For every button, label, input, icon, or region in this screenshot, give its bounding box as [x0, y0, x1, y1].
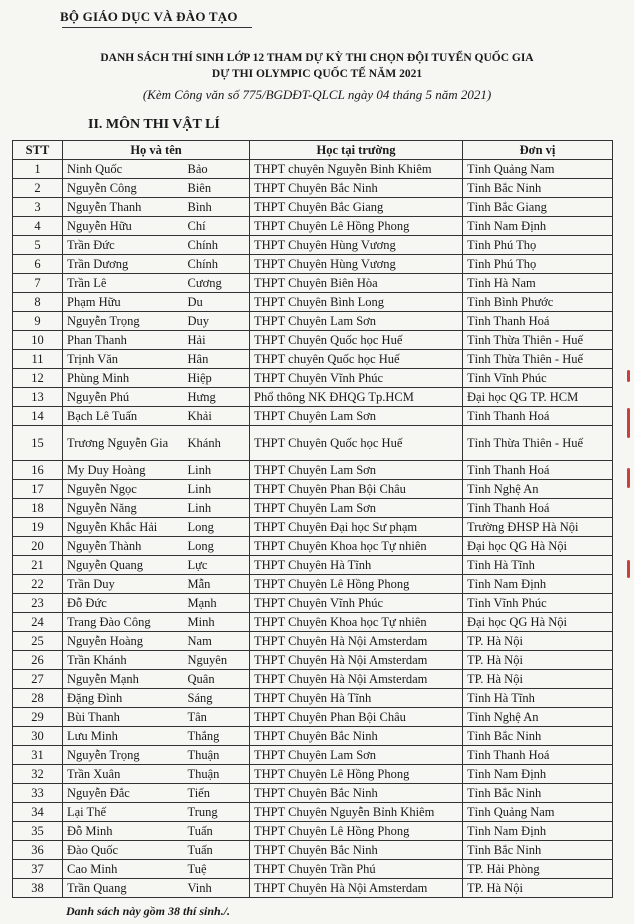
cell-unit: Tỉnh Thanh Hoá	[463, 461, 613, 480]
cell-given-name: Duy	[184, 312, 250, 331]
header-unit: Đơn vị	[463, 141, 613, 160]
cell-stt: 5	[13, 236, 63, 255]
ministry-underline	[62, 27, 252, 28]
cell-unit: Tỉnh Bắc Giang	[463, 198, 613, 217]
cell-stt: 13	[13, 388, 63, 407]
cell-stt: 16	[13, 461, 63, 480]
cell-given-name: Cương	[184, 274, 250, 293]
table-row	[13, 879, 613, 898]
cell-stt: 11	[13, 350, 63, 369]
cell-stt: 29	[13, 708, 63, 727]
table-row	[13, 784, 613, 803]
table-row	[13, 594, 613, 613]
cell-surname: Nguyễn Trọng	[63, 312, 184, 331]
table-row	[13, 537, 613, 556]
cell-surname: Đỗ Đức	[63, 594, 184, 613]
table-row	[13, 426, 613, 461]
table-row	[13, 708, 613, 727]
cell-surname: Trần Đức	[63, 236, 184, 255]
cell-unit: Đại học QG TP. HCM	[463, 388, 613, 407]
cell-unit: Đại học QG Hà Nội	[463, 537, 613, 556]
cell-surname: Trương Nguyễn Gia	[63, 426, 184, 461]
cell-stt: 28	[13, 689, 63, 708]
cell-given-name: Chính	[184, 236, 250, 255]
cell-unit: Tỉnh Thanh Hoá	[463, 312, 613, 331]
cell-school: THPT Chuyên Phan Bội Châu	[250, 708, 463, 727]
cell-surname: Trần Duy	[63, 575, 184, 594]
cell-stt: 7	[13, 274, 63, 293]
cell-surname: Nguyễn Công	[63, 179, 184, 198]
cell-given-name: Minh	[184, 613, 250, 632]
table-row	[13, 179, 613, 198]
cell-school: THPT Chuyên Quốc học Huế	[250, 426, 463, 461]
cell-surname: Trần Khánh	[63, 651, 184, 670]
header-name: Họ và tên	[63, 141, 250, 160]
cell-school: THPT Chuyên Bắc Giang	[250, 198, 463, 217]
cell-school: THPT Chuyên Trần Phú	[250, 860, 463, 879]
cell-given-name: Tuấn	[184, 822, 250, 841]
cell-school: THPT Chuyên Lam Sơn	[250, 499, 463, 518]
cell-stt: 32	[13, 765, 63, 784]
cell-given-name: Nguyên	[184, 651, 250, 670]
cell-given-name: Trung	[184, 803, 250, 822]
cell-unit: Tỉnh Nam Định	[463, 765, 613, 784]
cell-unit: Tỉnh Thừa Thiên - Huế	[463, 350, 613, 369]
cell-school: Phổ thông NK ĐHQG Tp.HCM	[250, 388, 463, 407]
cell-surname: Nguyễn Khắc Hải	[63, 518, 184, 537]
cell-school: THPT Chuyên Lê Hồng Phong	[250, 765, 463, 784]
cell-given-name: Chính	[184, 255, 250, 274]
cell-school: THPT chuyên Nguyễn Bỉnh Khiêm	[250, 160, 463, 179]
cell-given-name: Khánh	[184, 426, 250, 461]
cell-stt: 9	[13, 312, 63, 331]
cell-unit: TP. Hà Nội	[463, 879, 613, 898]
cell-stt: 2	[13, 179, 63, 198]
cell-given-name: Chí	[184, 217, 250, 236]
cell-given-name: Nam	[184, 632, 250, 651]
cell-surname: Nguyễn Thanh	[63, 198, 184, 217]
cell-surname: Đào Quốc	[63, 841, 184, 860]
cell-given-name: Tân	[184, 708, 250, 727]
table-row	[13, 575, 613, 594]
cell-school: THPT Chuyên Bắc Ninh	[250, 784, 463, 803]
table-row	[13, 860, 613, 879]
table-row	[13, 841, 613, 860]
cell-unit: Tỉnh Quảng Nam	[463, 803, 613, 822]
margin-mark	[627, 468, 630, 488]
cell-stt: 14	[13, 407, 63, 426]
table-row	[13, 727, 613, 746]
cell-given-name: Hưng	[184, 388, 250, 407]
cell-given-name: Thắng	[184, 727, 250, 746]
document-subtitle: (Kèm Công văn số 775/BGDĐT-QLCL ngày 04 tháng 5 năm 2021)	[142, 87, 492, 102]
header-school: Học tại trường	[250, 141, 463, 160]
cell-stt: 4	[13, 217, 63, 236]
cell-school: THPT Chuyên Biên Hòa	[250, 274, 463, 293]
cell-stt: 31	[13, 746, 63, 765]
cell-unit: Tỉnh Phú Thọ	[463, 236, 613, 255]
cell-school: THPT Chuyên Hà Tĩnh	[250, 689, 463, 708]
cell-given-name: Bình	[184, 198, 250, 217]
cell-school: THPT Chuyên Lam Sơn	[250, 407, 463, 426]
table-row	[13, 461, 613, 480]
cell-surname: Nguyễn Mạnh	[63, 670, 184, 689]
table-row	[13, 765, 613, 784]
cell-surname: Lưu Minh	[63, 727, 184, 746]
cell-surname: Nguyễn Năng	[63, 499, 184, 518]
cell-given-name: Linh	[184, 480, 250, 499]
cell-unit: Tỉnh Bắc Ninh	[463, 179, 613, 198]
cell-unit: Tỉnh Bình Phước	[463, 293, 613, 312]
cell-unit: Tỉnh Nam Định	[463, 217, 613, 236]
cell-school: THPT Chuyên Bình Long	[250, 293, 463, 312]
table-row	[13, 198, 613, 217]
cell-school: THPT chuyên Quốc học Huế	[250, 350, 463, 369]
cell-unit: TP. Hà Nội	[463, 670, 613, 689]
cell-stt: 6	[13, 255, 63, 274]
cell-stt: 33	[13, 784, 63, 803]
cell-given-name: Tuấn	[184, 841, 250, 860]
cell-school: THPT Chuyên Bắc Ninh	[250, 727, 463, 746]
table-row	[13, 255, 613, 274]
table-row	[13, 217, 613, 236]
cell-unit: Đại học QG Hà Nội	[463, 613, 613, 632]
cell-stt: 22	[13, 575, 63, 594]
cell-surname: Trần Dương	[63, 255, 184, 274]
cell-stt: 18	[13, 499, 63, 518]
table-row	[13, 746, 613, 765]
section-title: II. MÔN THI VẬT LÍ	[88, 117, 220, 132]
cell-surname: Đỗ Minh	[63, 822, 184, 841]
cell-stt: 30	[13, 727, 63, 746]
table-row	[13, 518, 613, 537]
cell-surname: Nguyễn Trọng	[63, 746, 184, 765]
cell-given-name: Du	[184, 293, 250, 312]
cell-unit: TP. Hải Phòng	[463, 860, 613, 879]
cell-surname: Đặng Đình	[63, 689, 184, 708]
cell-stt: 26	[13, 651, 63, 670]
cell-surname: Nguyễn Phú	[63, 388, 184, 407]
table-row	[13, 613, 613, 632]
cell-school: THPT Chuyên Hà Nội Amsterdam	[250, 670, 463, 689]
table-row	[13, 388, 613, 407]
table-row	[13, 350, 613, 369]
margin-mark	[627, 370, 630, 382]
cell-given-name: Long	[184, 537, 250, 556]
cell-school: THPT Chuyên Lê Hồng Phong	[250, 822, 463, 841]
cell-given-name: Khải	[184, 407, 250, 426]
cell-school: THPT Chuyên Vĩnh Phúc	[250, 369, 463, 388]
cell-unit: Tỉnh Thừa Thiên - Huế	[463, 426, 613, 461]
cell-stt: 8	[13, 293, 63, 312]
cell-school: THPT Chuyên Lam Sơn	[250, 461, 463, 480]
cell-stt: 38	[13, 879, 63, 898]
cell-school: THPT Chuyên Bắc Ninh	[250, 179, 463, 198]
cell-school: THPT Chuyên Bắc Ninh	[250, 841, 463, 860]
cell-school: THPT Chuyên Vĩnh Phúc	[250, 594, 463, 613]
document-title-line2: DỰ THI OLYMPIC QUỐC TẾ NĂM 2021	[211, 68, 423, 80]
cell-stt: 10	[13, 331, 63, 350]
table-row	[13, 331, 613, 350]
document-title-line1: DANH SÁCH THÍ SINH LỚP 12 THAM DỰ KỲ THI CHỌN ĐỘI TUYỂN QUỐC GIA	[100, 52, 534, 64]
cell-surname: Trần Quang	[63, 879, 184, 898]
cell-surname: Cao Minh	[63, 860, 184, 879]
table-row	[13, 312, 613, 331]
cell-given-name: Vinh	[184, 879, 250, 898]
cell-given-name: Hải	[184, 331, 250, 350]
cell-school: THPT Chuyên Hà Nội Amsterdam	[250, 651, 463, 670]
cell-given-name: Quân	[184, 670, 250, 689]
cell-surname: Nguyễn Thành	[63, 537, 184, 556]
cell-given-name: Hân	[184, 350, 250, 369]
cell-stt: 34	[13, 803, 63, 822]
cell-school: THPT Chuyên Hà Nội Amsterdam	[250, 879, 463, 898]
cell-unit: Tỉnh Bắc Ninh	[463, 727, 613, 746]
cell-stt: 1	[13, 160, 63, 179]
cell-surname: Nguyễn Quang	[63, 556, 184, 575]
header-stt: STT	[13, 141, 63, 160]
cell-unit: Tỉnh Nam Định	[463, 822, 613, 841]
cell-surname: Nguyễn Hoàng	[63, 632, 184, 651]
table-row	[13, 407, 613, 426]
cell-stt: 21	[13, 556, 63, 575]
cell-unit: Tỉnh Quảng Nam	[463, 160, 613, 179]
cell-given-name: Sáng	[184, 689, 250, 708]
cell-surname: Nguyễn Hữu	[63, 217, 184, 236]
cell-unit: TP. Hà Nội	[463, 651, 613, 670]
cell-surname: Phan Thanh	[63, 331, 184, 350]
table-row	[13, 632, 613, 651]
cell-given-name: Linh	[184, 499, 250, 518]
cell-stt: 25	[13, 632, 63, 651]
cell-stt: 24	[13, 613, 63, 632]
cell-surname: Ninh Quốc	[63, 160, 184, 179]
cell-stt: 36	[13, 841, 63, 860]
cell-unit: Tỉnh Hà Nam	[463, 274, 613, 293]
cell-school: THPT Chuyên Lam Sơn	[250, 746, 463, 765]
table-row	[13, 160, 613, 179]
cell-surname: Nguyễn Ngọc	[63, 480, 184, 499]
table-row	[13, 274, 613, 293]
ministry-name: BỘ GIÁO DỤC VÀ ĐÀO TẠO	[60, 9, 238, 24]
candidate-table	[12, 140, 613, 898]
cell-unit: TP. Hà Nội	[463, 632, 613, 651]
cell-given-name: Long	[184, 518, 250, 537]
cell-unit: Trường ĐHSP Hà Nội	[463, 518, 613, 537]
table-row	[13, 369, 613, 388]
cell-unit: Tỉnh Bắc Ninh	[463, 841, 613, 860]
cell-surname: Phạm Hữu	[63, 293, 184, 312]
cell-given-name: Mạnh	[184, 594, 250, 613]
cell-given-name: Biên	[184, 179, 250, 198]
cell-surname: My Duy Hoàng	[63, 461, 184, 480]
cell-school: THPT Chuyên Nguyễn Bỉnh Khiêm	[250, 803, 463, 822]
cell-unit: Tỉnh Nghệ An	[463, 480, 613, 499]
margin-mark	[627, 408, 630, 438]
cell-school: THPT Chuyên Lê Hồng Phong	[250, 575, 463, 594]
cell-given-name: Thuận	[184, 746, 250, 765]
cell-school: THPT Chuyên Lam Sơn	[250, 312, 463, 331]
cell-stt: 35	[13, 822, 63, 841]
cell-stt: 23	[13, 594, 63, 613]
cell-school: THPT Chuyên Khoa học Tự nhiên	[250, 537, 463, 556]
cell-surname: Trang Đào Công	[63, 613, 184, 632]
table-row	[13, 670, 613, 689]
table-row	[13, 689, 613, 708]
cell-stt: 27	[13, 670, 63, 689]
cell-given-name: Bảo	[184, 160, 250, 179]
table-row	[13, 236, 613, 255]
cell-surname: Nguyễn Đắc	[63, 784, 184, 803]
cell-unit: Tỉnh Vĩnh Phúc	[463, 594, 613, 613]
table-row	[13, 803, 613, 822]
cell-stt: 37	[13, 860, 63, 879]
cell-given-name: Tiến	[184, 784, 250, 803]
cell-school: THPT Chuyên Quốc học Huế	[250, 331, 463, 350]
cell-stt: 3	[13, 198, 63, 217]
table-row	[13, 480, 613, 499]
cell-school: THPT Chuyên Khoa học Tự nhiên	[250, 613, 463, 632]
cell-unit: Tỉnh Nghệ An	[463, 708, 613, 727]
table-row	[13, 499, 613, 518]
cell-stt: 17	[13, 480, 63, 499]
margin-mark	[627, 560, 630, 578]
cell-given-name: Linh	[184, 461, 250, 480]
cell-unit: Tỉnh Bắc Ninh	[463, 784, 613, 803]
cell-school: THPT Chuyên Phan Bội Châu	[250, 480, 463, 499]
cell-school: THPT Chuyên Hà Nội Amsterdam	[250, 632, 463, 651]
cell-surname: Bùi Thanh	[63, 708, 184, 727]
cell-unit: Tỉnh Thanh Hoá	[463, 407, 613, 426]
cell-given-name: Hiệp	[184, 369, 250, 388]
cell-unit: Tỉnh Hà Tĩnh	[463, 556, 613, 575]
cell-unit: Tỉnh Vĩnh Phúc	[463, 369, 613, 388]
cell-given-name: Tuệ	[184, 860, 250, 879]
cell-unit: Tỉnh Thanh Hoá	[463, 746, 613, 765]
cell-given-name: Lực	[184, 556, 250, 575]
cell-unit: Tỉnh Phú Thọ	[463, 255, 613, 274]
cell-surname: Trần Xuân	[63, 765, 184, 784]
table-row	[13, 293, 613, 312]
cell-unit: Tỉnh Thừa Thiên - Huế	[463, 331, 613, 350]
cell-surname: Lại Thế	[63, 803, 184, 822]
table-header-row	[13, 141, 613, 160]
cell-stt: 20	[13, 537, 63, 556]
cell-given-name: Thuận	[184, 765, 250, 784]
cell-unit: Tỉnh Nam Định	[463, 575, 613, 594]
cell-stt: 12	[13, 369, 63, 388]
cell-surname: Bạch Lê Tuấn	[63, 407, 184, 426]
cell-given-name: Mẫn	[184, 575, 250, 594]
cell-school: THPT Chuyên Đại học Sư phạm	[250, 518, 463, 537]
cell-stt: 15	[13, 426, 63, 461]
table-row	[13, 822, 613, 841]
cell-school: THPT Chuyên Hà Tĩnh	[250, 556, 463, 575]
table-row	[13, 556, 613, 575]
table-row	[13, 651, 613, 670]
cell-unit: Tỉnh Thanh Hoá	[463, 499, 613, 518]
cell-surname: Trịnh Văn	[63, 350, 184, 369]
cell-school: THPT Chuyên Hùng Vương	[250, 255, 463, 274]
cell-school: THPT Chuyên Lê Hồng Phong	[250, 217, 463, 236]
cell-school: THPT Chuyên Hùng Vương	[250, 236, 463, 255]
cell-surname: Trần Lê	[63, 274, 184, 293]
cell-surname: Phùng Minh	[63, 369, 184, 388]
footer-note: Danh sách này gồm 38 thí sinh./.	[66, 904, 231, 918]
cell-stt: 19	[13, 518, 63, 537]
cell-unit: Tỉnh Hà Tĩnh	[463, 689, 613, 708]
